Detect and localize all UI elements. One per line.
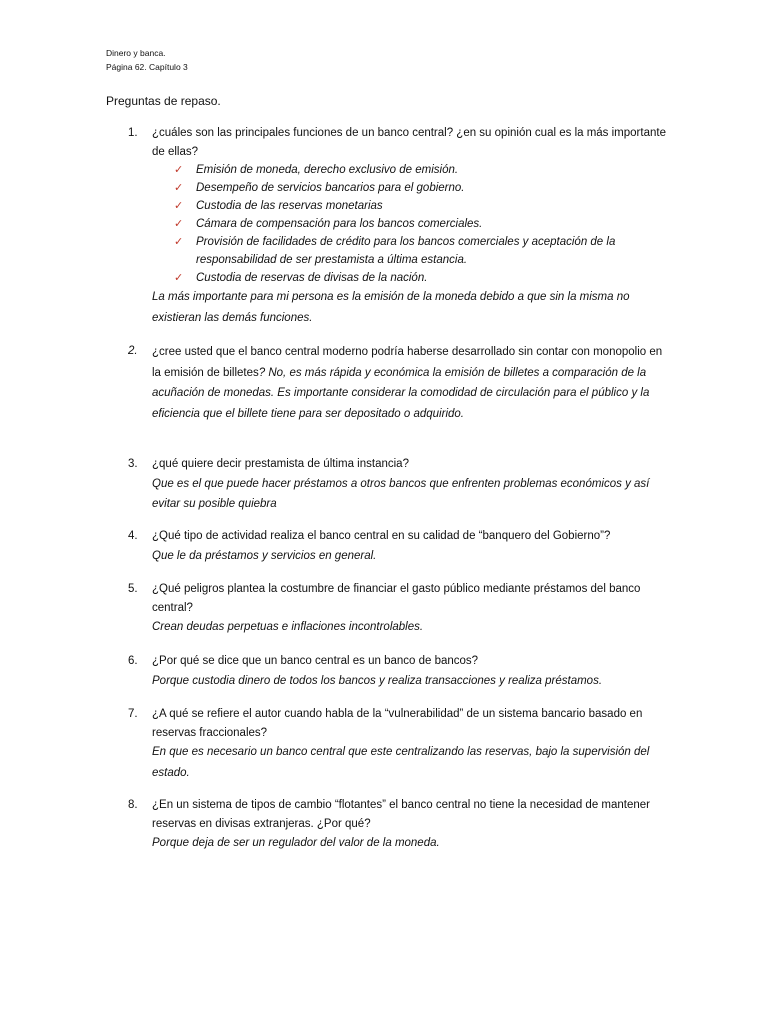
list-item: ✓ Custodia de reservas de divisas de la nación.: [174, 269, 668, 287]
question-6: [128, 652, 668, 691]
checkmark-icon: ✓: [174, 217, 184, 230]
question-1: [128, 124, 668, 328]
question-text: ¿Qué tipo de actividad realiza el banco central en su calidad de “banquero del Gobierno”?: [152, 530, 611, 542]
checkmark-icon: ✓: [174, 199, 184, 212]
list-item: ✓ Emisión de moneda, derecho exclusivo de emisión.: [174, 161, 668, 179]
question-text: ¿Qué peligros plantea la costumbre de financiar el gasto público mediante préstamos del banco central?: [152, 583, 641, 614]
list-item: ✓ Provisión de facilidades de crédito para los bancos comerciales y aceptación de la responsabilidad de ser prestamista a última estancia.: [174, 235, 616, 266]
checkmark-icon: ✓: [174, 235, 184, 248]
answer-text: La más importante para mi persona es la emisión de la moneda debido a que sin la misma no existieran las demás funciones.: [152, 291, 630, 324]
answer-text: En que es necesario un banco central que este centralizando las reservas, bajo la supervisión del estado.: [152, 746, 650, 779]
question-number: 4.: [128, 530, 138, 542]
list-item: ✓ Custodia de las reservas monetarias: [174, 197, 668, 215]
answer-text: Que le da préstamos y servicios en general.: [152, 549, 377, 562]
question-text: ¿Por qué se dice que un banco central es un banco de bancos?: [152, 655, 479, 667]
page-header: [106, 46, 188, 74]
answer-text: ? No, es más rápida y económica la emisión de billetes a comparación de la acuñación de monedas. Es importante considerar la comodidad de circulación para el público y la eficiencia que el billete tiene para ser depositado o adquirido.: [152, 366, 650, 420]
checkmark-icon: ✓: [174, 163, 184, 176]
question-5: [128, 580, 668, 638]
question-number: 2.: [128, 345, 138, 357]
answer-text: Porque custodia dinero de todos los bancos y realiza transacciones y realiza préstamos.: [152, 674, 603, 687]
question-text: ¿cree usted que el banco central moderno podría haberse desarrollado sin contar con monopolio en la emisión de billetes: [152, 346, 663, 379]
question-8: [128, 796, 668, 854]
header-line-1: Dinero y banca.: [106, 48, 166, 58]
question-2: [128, 342, 668, 424]
question-number: 1.: [128, 127, 138, 139]
answer-text: Porque deja de ser un regulador del valor de la moneda.: [152, 837, 440, 849]
checkmark-icon: ✓: [174, 271, 184, 284]
question-text: ¿A qué se refiere el autor cuando habla de la “vulnerabilidad” de un sistema bancario basado en reservas fraccionales?: [152, 708, 643, 739]
functions-checklist: [174, 161, 668, 287]
question-text: ¿En un sistema de tipos de cambio “flotantes” el banco central no tiene la necesidad de mantener reservas en divisas extranjeras. ¿Por qué?: [152, 799, 650, 830]
question-text: ¿cuáles son las principales funciones de un banco central? ¿en su opinión cual es la más importante de ellas?: [152, 127, 666, 158]
question-7: [128, 705, 668, 783]
question-number: 8.: [128, 799, 138, 811]
section-title: Preguntas de repaso.: [106, 94, 221, 108]
question-number: 7.: [128, 708, 138, 720]
question-4: [128, 527, 668, 566]
question-3: [128, 455, 668, 515]
question-number: 3.: [128, 458, 138, 470]
question-number: 5.: [128, 583, 138, 595]
list-item: ✓ Desempeño de servicios bancarios para el gobierno.: [174, 179, 668, 197]
answer-text: Crean deudas perpetuas e inflaciones incontrolables.: [152, 621, 424, 633]
question-number: 6.: [128, 655, 138, 667]
header-line-2: Página 62. Capítulo 3: [106, 62, 188, 72]
list-item: ✓ Cámara de compensación para los bancos comerciales.: [174, 215, 668, 233]
checkmark-icon: ✓: [174, 181, 184, 194]
answer-text: Que es el que puede hacer préstamos a otros bancos que enfrenten problemas económicos y así evitar su posible quiebra: [152, 477, 650, 510]
question-text: ¿qué quiere decir prestamista de última instancia?: [152, 458, 409, 470]
